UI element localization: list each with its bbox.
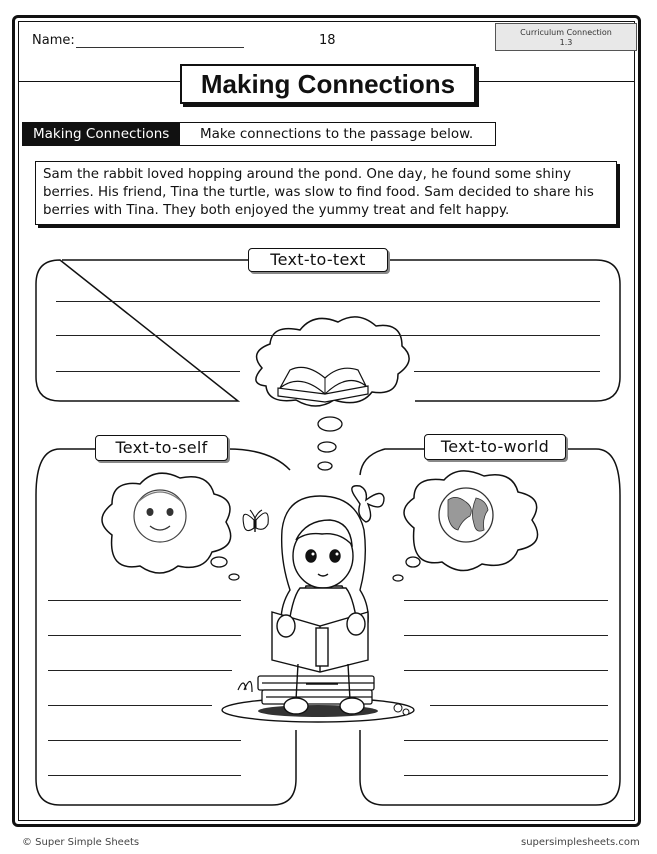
text-to-text-line-2[interactable] [56, 335, 600, 336]
text-to-world-line-1[interactable] [404, 600, 608, 601]
text-to-world-line-4[interactable] [430, 705, 608, 706]
text-to-text-label: Text-to-text [248, 248, 388, 272]
globe-thought-cloud [393, 471, 538, 581]
text-to-self-line-6[interactable] [48, 775, 241, 776]
text-to-text-line-1[interactable] [56, 301, 600, 302]
text-to-world-line-2[interactable] [404, 635, 608, 636]
page-title: Making Connections [180, 64, 476, 104]
text-to-self-line-2[interactable] [48, 635, 241, 636]
name-label: Name: [32, 33, 75, 48]
text-to-self-line-3[interactable] [48, 670, 232, 671]
text-to-world-line-3[interactable] [404, 670, 608, 671]
passage-line-3: berries with Tina. They both enjoyed the yummy treat and felt happy. [43, 203, 510, 218]
passage-line-2: berries. His friend, Tina the turtle, was slow to find food. Sam decided to share his [43, 185, 594, 200]
grass-left [238, 681, 252, 692]
text-to-self-line-5[interactable] [48, 740, 241, 741]
text-to-text-line-3-right[interactable] [414, 371, 600, 372]
book-thought-cloud [256, 317, 409, 470]
text-to-text-line-3-left[interactable] [56, 371, 240, 372]
passage-line-1: Sam the rabbit loved hopping around the pond. One day, he found some shiny [43, 167, 572, 182]
text-to-self-label: Text-to-self [95, 435, 228, 461]
instructions-tag: Making Connections [23, 123, 180, 145]
page-number: 18 [319, 33, 336, 48]
butterfly-icon [243, 510, 268, 532]
text-to-world-label: Text-to-world [424, 434, 566, 460]
instructions-text: Make connections to the passage below. [200, 126, 474, 142]
text-to-world-line-5[interactable] [404, 740, 608, 741]
curriculum-code: 1.3 [559, 38, 573, 47]
face-thought-cloud [102, 473, 239, 580]
text-to-self-line-1[interactable] [48, 600, 241, 601]
text-to-self-line-4[interactable] [48, 705, 212, 706]
text-to-world-line-6[interactable] [404, 775, 608, 776]
footer-copyright: © Super Simple Sheets [22, 837, 140, 848]
curriculum-label: Curriculum Connection [520, 28, 612, 37]
flower-right [394, 704, 402, 712]
footer-website[interactable]: supersimplesheets.com [521, 837, 640, 848]
text-to-world-box [360, 449, 428, 475]
